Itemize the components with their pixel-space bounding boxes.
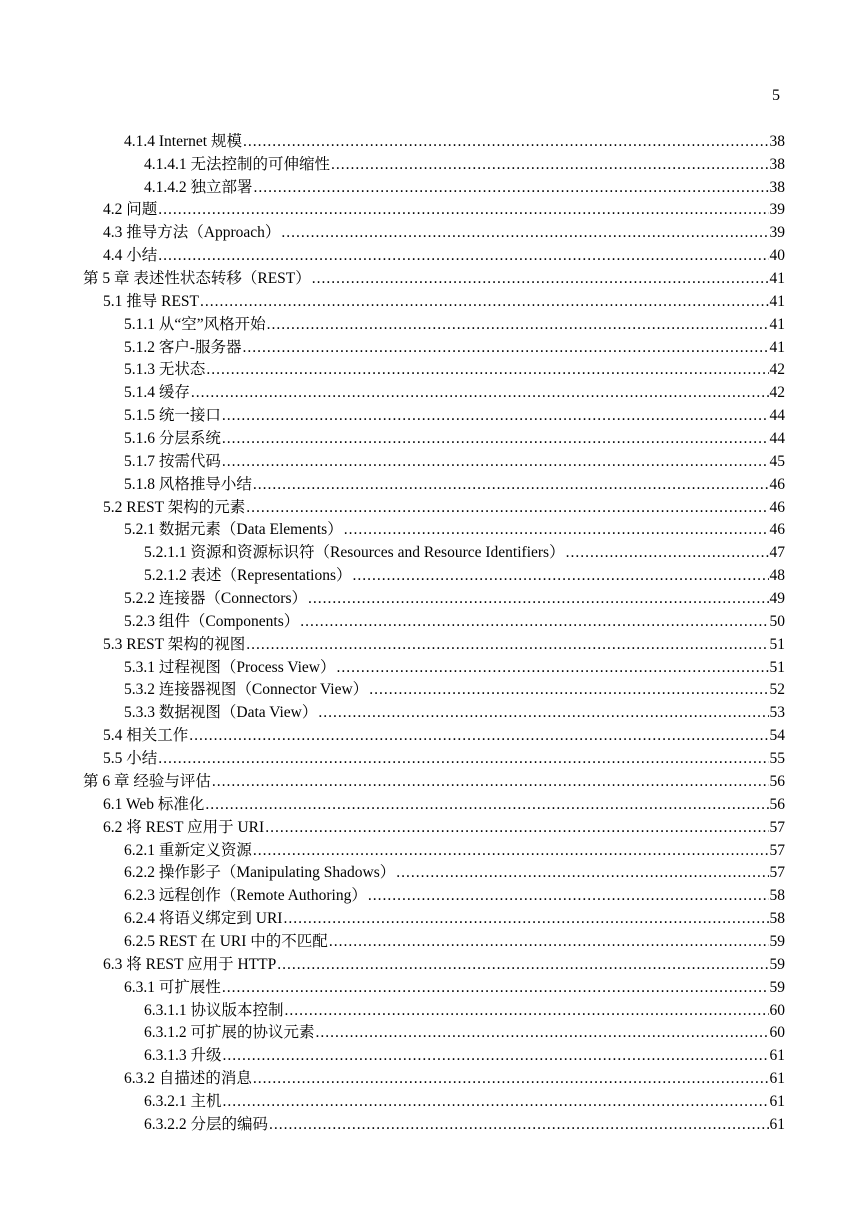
toc-entry-title: 4.3 推导方法（Approach）: [103, 224, 281, 242]
toc-entry[interactable]: [0, 151, 868, 174]
dot-leader: [316, 1024, 769, 1042]
toc-entry[interactable]: [0, 517, 868, 540]
dot-leader: [222, 407, 769, 425]
toc-entry-title: 5.2.3 组件（Components）: [124, 612, 300, 630]
toc-entry-title: 5.2.2 连接器（Connectors）: [124, 590, 307, 608]
toc-entry-page: 52: [769, 681, 785, 699]
dot-leader: [285, 1002, 769, 1020]
dot-leader: [269, 1116, 768, 1134]
dot-leader: [223, 1093, 769, 1111]
toc-entry-title: 4.4 小结: [103, 247, 158, 265]
toc-entry-title: 第 5 章 表述性状态转移（REST）: [83, 270, 311, 288]
dot-leader: [158, 750, 768, 768]
toc-entry-page: 57: [769, 841, 785, 859]
toc-entry-page: 61: [769, 1092, 785, 1110]
toc-entry[interactable]: [0, 585, 868, 608]
dot-leader: [281, 224, 768, 242]
toc-entry-page: 59: [769, 955, 785, 973]
toc-entry-title: 5.5 小结: [103, 750, 158, 768]
dot-leader: [189, 727, 768, 745]
toc-entry-page: 60: [769, 1024, 785, 1042]
toc-entry-title: 5.1.8 风格推导小结: [124, 475, 252, 493]
toc-entry[interactable]: [0, 722, 868, 745]
toc-entry[interactable]: [0, 311, 868, 334]
toc-entry-page: 41: [769, 338, 785, 356]
toc-entry[interactable]: [0, 219, 868, 242]
dot-leader: [566, 544, 769, 562]
dot-leader: [205, 796, 768, 814]
toc-entry[interactable]: [0, 791, 868, 814]
toc-entry[interactable]: [0, 928, 868, 951]
toc-entry-title: 5.3.3 数据视图（Data View）: [124, 704, 318, 722]
dot-leader: [246, 636, 768, 654]
toc-entry-page: 46: [769, 498, 785, 516]
dot-leader: [222, 430, 769, 448]
toc-entry-title: 6.1 Web 标准化: [103, 795, 205, 813]
dot-leader: [267, 316, 769, 334]
dot-leader: [253, 1070, 769, 1088]
toc-entry-title: 6.2.3 远程创作（Remote Authoring）: [124, 887, 367, 905]
dot-leader: [222, 979, 769, 997]
toc-entry-title: 5.2.1.1 资源和资源标识符（Resources and Resource Identifiers）: [144, 544, 565, 562]
toc-entry-title: 6.3.1.1 协议版本控制: [144, 1001, 284, 1019]
toc-entry-page: 41: [769, 315, 785, 333]
dot-leader: [246, 499, 768, 517]
toc-entry-page: 58: [769, 887, 785, 905]
toc-entry[interactable]: [0, 128, 868, 151]
toc-entry[interactable]: [0, 197, 868, 220]
toc-entry[interactable]: [0, 699, 868, 722]
toc-entry-title: 5.1.1 从“空”风格开始: [124, 315, 266, 333]
toc-entry-page: 51: [769, 635, 785, 653]
dot-leader: [222, 453, 769, 471]
toc-entry[interactable]: [0, 288, 868, 311]
toc-entry-title: 4.1.4.2 独立部署: [144, 178, 253, 196]
dot-leader: [158, 247, 768, 265]
toc-entry[interactable]: [0, 242, 868, 265]
toc-entry[interactable]: [0, 539, 868, 562]
toc-entry-page: 39: [769, 201, 785, 219]
dot-leader: [277, 956, 768, 974]
toc-entry[interactable]: [0, 882, 868, 905]
table-of-contents: [0, 128, 868, 1134]
dot-leader: [253, 476, 769, 494]
toc-entry-page: 48: [769, 567, 785, 585]
toc-entry-title: 6.3 将 REST 应用于 HTTP: [103, 955, 277, 973]
toc-entry[interactable]: [0, 837, 868, 860]
toc-entry[interactable]: [0, 562, 868, 585]
toc-entry-page: 45: [769, 452, 785, 470]
toc-entry-page: 46: [769, 521, 785, 539]
dot-leader: [253, 842, 769, 860]
dot-leader: [312, 270, 769, 288]
dot-leader: [283, 910, 768, 928]
toc-entry-page: 39: [769, 224, 785, 242]
toc-entry-page: 41: [769, 270, 785, 288]
dot-leader: [223, 1047, 769, 1065]
dot-leader: [191, 384, 769, 402]
toc-entry-title: 6.2.1 重新定义资源: [124, 841, 252, 859]
toc-entry-title: 5.3.2 连接器视图（Connector View）: [124, 681, 369, 699]
toc-entry[interactable]: [0, 951, 868, 974]
toc-entry-title: 5.4 相关工作: [103, 727, 189, 745]
toc-entry[interactable]: [0, 1020, 868, 1043]
toc-entry-title: 5.1.3 无状态: [124, 361, 206, 379]
toc-entry-title: 5.2 REST 架构的元素: [103, 498, 246, 516]
toc-entry-page: 56: [769, 795, 785, 813]
toc-entry-title: 6.3.2.2 分层的编码: [144, 1115, 269, 1133]
toc-entry[interactable]: [0, 379, 868, 402]
toc-entry[interactable]: [0, 1088, 868, 1111]
toc-entry-title: 6.3.1 可扩展性: [124, 978, 221, 996]
toc-entry[interactable]: [0, 997, 868, 1020]
toc-entry-page: 42: [769, 384, 785, 402]
dot-leader: [206, 361, 768, 379]
dot-leader: [243, 339, 769, 357]
toc-entry-title: 5.1.2 客户-服务器: [124, 338, 242, 356]
dot-leader: [329, 933, 769, 951]
toc-entry-page: 51: [769, 658, 785, 676]
toc-entry-page: 57: [769, 864, 785, 882]
toc-entry-page: 38: [769, 155, 785, 173]
toc-entry-page: 46: [769, 475, 785, 493]
dot-leader: [331, 156, 768, 174]
dot-leader: [318, 704, 768, 722]
toc-entry[interactable]: [0, 334, 868, 357]
dot-leader: [200, 293, 768, 311]
toc-entry-title: 6.3.2.1 主机: [144, 1092, 222, 1110]
toc-entry-title: 4.2 问题: [103, 201, 158, 219]
toc-entry[interactable]: [0, 265, 868, 288]
page-number: 5: [772, 87, 780, 104]
toc-entry-page: 50: [769, 612, 785, 630]
toc-entry-title: 6.3.1.2 可扩展的协议元素: [144, 1024, 315, 1042]
toc-entry[interactable]: [0, 608, 868, 631]
toc-entry-page: 57: [769, 818, 785, 836]
toc-entry-page: 61: [769, 1115, 785, 1133]
dot-leader: [396, 864, 768, 882]
toc-entry-page: 61: [769, 1047, 785, 1065]
toc-entry-title: 6.2.2 操作影子（Manipulating Shadows）: [124, 864, 396, 882]
toc-entry-title: 5.1 推导 REST: [103, 292, 200, 310]
toc-entry-title: 5.3 REST 架构的视图: [103, 635, 246, 653]
toc-entry[interactable]: [0, 425, 868, 448]
toc-entry-title: 5.1.4 缓存: [124, 384, 190, 402]
toc-entry-page: 55: [769, 750, 785, 768]
toc-entry-title: 5.1.6 分层系统: [124, 430, 221, 448]
toc-entry-title: 5.1.7 按需代码: [124, 452, 221, 470]
toc-entry[interactable]: [0, 814, 868, 837]
dot-leader: [212, 773, 769, 791]
toc-entry-title: 6.2.5 REST 在 URI 中的不匹配: [124, 932, 328, 950]
toc-entry-title: 4.1.4 Internet 规模: [124, 132, 242, 150]
toc-entry[interactable]: [0, 860, 868, 883]
toc-entry[interactable]: [0, 174, 868, 197]
toc-entry-title: 6.3.1.3 升级: [144, 1047, 222, 1065]
toc-entry-title: 4.1.4.1 无法控制的可伸缩性: [144, 155, 331, 173]
toc-entry-title: 5.3.1 过程视图（Process View）: [124, 658, 336, 676]
toc-entry[interactable]: [0, 471, 868, 494]
toc-entry-page: 58: [769, 910, 785, 928]
dot-leader: [353, 567, 769, 585]
dot-leader: [344, 521, 769, 539]
dot-leader: [336, 659, 768, 677]
toc-entry[interactable]: [0, 654, 868, 677]
toc-entry[interactable]: [0, 631, 868, 654]
dot-leader: [158, 201, 768, 219]
dot-leader: [369, 681, 768, 699]
toc-entry-page: 38: [769, 132, 785, 150]
toc-entry-page: 41: [769, 292, 785, 310]
toc-entry-page: 44: [769, 407, 785, 425]
dot-leader: [243, 133, 769, 151]
toc-entry-title: 6.2 将 REST 应用于 URI: [103, 818, 265, 836]
toc-entry[interactable]: [0, 974, 868, 997]
toc-entry-title: 6.3.2 自描述的消息: [124, 1070, 252, 1088]
dot-leader: [254, 179, 769, 197]
toc-entry[interactable]: [0, 402, 868, 425]
toc-entry[interactable]: [0, 905, 868, 928]
toc-entry-title: 第 6 章 经验与评估: [83, 772, 211, 790]
toc-entry-page: 60: [769, 1001, 785, 1019]
toc-entry-page: 53: [769, 704, 785, 722]
toc-entry-title: 6.2.4 将语义绑定到 URI: [124, 910, 283, 928]
toc-entry[interactable]: [0, 745, 868, 768]
toc-entry[interactable]: [0, 677, 868, 700]
toc-entry-page: 38: [769, 178, 785, 196]
toc-entry[interactable]: [0, 1065, 868, 1088]
toc-entry[interactable]: [0, 1042, 868, 1065]
toc-entry[interactable]: [0, 494, 868, 517]
toc-entry[interactable]: [0, 357, 868, 380]
dot-leader: [265, 819, 768, 837]
toc-entry-page: 42: [769, 361, 785, 379]
toc-entry-page: 61: [769, 1070, 785, 1088]
dot-leader: [308, 590, 769, 608]
toc-entry-page: 47: [769, 544, 785, 562]
dot-leader: [368, 887, 769, 905]
dot-leader: [300, 613, 768, 631]
toc-entry-page: 44: [769, 430, 785, 448]
toc-entry[interactable]: [0, 768, 868, 791]
toc-entry[interactable]: [0, 1111, 868, 1134]
toc-entry-page: 59: [769, 978, 785, 996]
toc-entry-title: 5.2.1.2 表述（Representations）: [144, 567, 352, 585]
toc-entry-page: 40: [769, 247, 785, 265]
toc-entry-page: 54: [769, 727, 785, 745]
toc-entry-page: 59: [769, 932, 785, 950]
toc-entry-page: 49: [769, 590, 785, 608]
toc-entry-page: 56: [769, 772, 785, 790]
toc-entry-title: 5.2.1 数据元素（Data Elements）: [124, 521, 343, 539]
toc-entry-title: 5.1.5 统一接口: [124, 407, 221, 425]
toc-entry[interactable]: [0, 448, 868, 471]
